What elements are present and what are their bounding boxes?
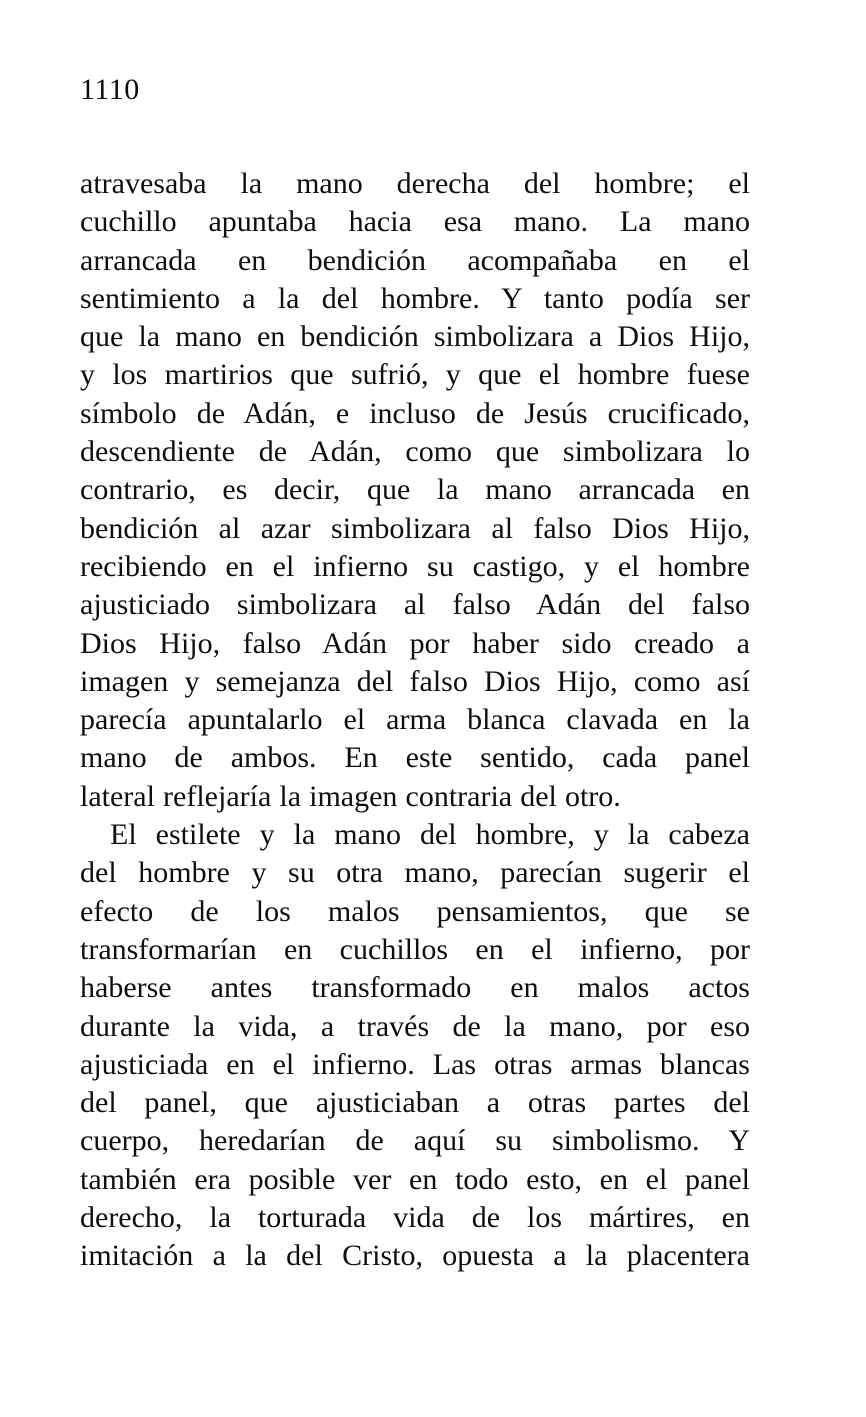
text-line: contrario, es decir, que la mano arrancada en bbox=[80, 473, 750, 507]
body-text bbox=[80, 165, 750, 1276]
text-line: derecho, la torturada vida de los mártires, en bbox=[80, 1201, 750, 1235]
text-line: El estilete y la mano del hombre, y la cabeza bbox=[110, 818, 750, 852]
text-line: lateral reflejaría la imagen contraria del otro. bbox=[80, 779, 621, 813]
text-line: ajusticiada en el infierno. Las otras armas blancas bbox=[80, 1047, 750, 1081]
text-line: parecía apuntalarlo el arma blanca clavada en la bbox=[80, 703, 750, 737]
text-line: y los martirios que sufrió, y que el hombre fuese bbox=[80, 358, 750, 392]
text-line: transformarían en cuchillos en el infierno, por bbox=[80, 932, 750, 966]
text-line: recibiendo en el infierno su castigo, y el hombre bbox=[80, 549, 750, 583]
text-line: efecto de los malos pensamientos, que se bbox=[80, 894, 750, 928]
page-number: 1110 bbox=[80, 73, 140, 106]
text-line: que la mano en bendición simbolizara a Dios Hijo, bbox=[80, 320, 750, 354]
text-line: mano de ambos. En este sentido, cada panel bbox=[80, 741, 750, 775]
text-line: descendiente de Adán, como que simbolizara lo bbox=[80, 435, 750, 469]
text-line: también era posible ver en todo esto, en el panel bbox=[80, 1162, 750, 1196]
text-line: haberse antes transformado en malos actos bbox=[80, 971, 750, 1005]
text-line: Dios Hijo, falso Adán por haber sido creado a bbox=[80, 626, 750, 660]
text-line: del panel, que ajusticiaban a otras partes del bbox=[80, 1086, 750, 1120]
text-line: bendición al azar simbolizara al falso Dios Hijo, bbox=[80, 511, 750, 545]
text-line: del hombre y su otra mano, parecían sugerir el bbox=[80, 856, 750, 890]
text-line: imagen y semejanza del falso Dios Hijo, como así bbox=[80, 664, 750, 698]
text-line: atravesaba la mano derecha del hombre; el bbox=[80, 167, 750, 200]
text-line: sentimiento a la del hombre. Y tanto podía ser bbox=[80, 281, 750, 315]
text-line: cuerpo, heredarían de aquí su simbolismo. Y bbox=[80, 1124, 750, 1158]
text-line: imitación a la del Cristo, opuesta a la placentera bbox=[80, 1239, 750, 1273]
text-line: ajusticiado simbolizara al falso Adán del falso bbox=[80, 588, 750, 622]
text-line: símbolo de Adán, e incluso de Jesús crucificado, bbox=[80, 396, 750, 430]
text-line: arrancada en bendición acompañaba en el bbox=[80, 243, 750, 277]
text-line: durante la vida, a través de la mano, por eso bbox=[80, 1009, 750, 1043]
text-line: cuchillo apuntaba hacia esa mano. La mano bbox=[80, 205, 750, 239]
